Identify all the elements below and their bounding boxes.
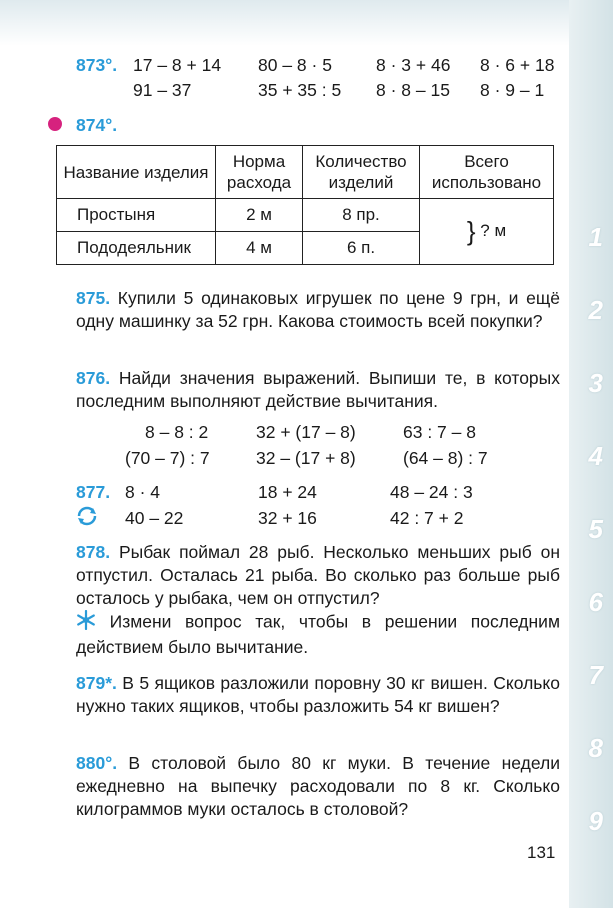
side-tab-number: 3 (588, 368, 603, 398)
table-cell: 8 пр. (303, 199, 420, 232)
circular-arrows-icon (76, 505, 98, 532)
table-header: Количество изделий (303, 146, 420, 199)
expression: 40 – 22 (125, 508, 184, 528)
table-cell: 2 м (216, 199, 303, 232)
expression: 63 : 7 – 8 (403, 422, 476, 442)
expression: 42 : 7 + 2 (390, 508, 464, 528)
exercise-text: В столовой было 80 кг муки. В течение недели ежедневно на выпечку расходовали по 8 кг. Сколько килограммов муки осталось в столовой? (76, 753, 560, 819)
table-header: Всего использовано (420, 146, 554, 199)
side-tab-number: 5 (588, 514, 603, 544)
pink-dot-icon (48, 117, 62, 131)
table-cell: 6 п. (303, 232, 420, 265)
exercise-number: 879*. (76, 673, 117, 693)
expression: 91 – 37 (133, 80, 192, 100)
exercise-880 (76, 752, 560, 821)
expression: 32 + (17 – 8) (256, 422, 356, 442)
brace-icon: } (466, 216, 476, 246)
table-cell: Простыня (57, 199, 216, 232)
side-tab-number: 4 (588, 441, 603, 471)
exercise-number: 875. (76, 288, 111, 308)
table-total-cell (420, 199, 554, 265)
expression: 35 + 35 : 5 (258, 80, 342, 100)
exercise-879 (76, 672, 560, 718)
expression: 48 – 24 : 3 (390, 482, 473, 502)
exercise-number: 876. (76, 368, 111, 388)
side-tab-number: 1 (588, 222, 603, 252)
table-total-value: ? м (480, 220, 507, 240)
exercise-text: Найди значения выражений. Выпиши те, в которых последним выполняют действие вычитания. (76, 368, 560, 411)
expression: 8 – 8 : 2 (145, 422, 209, 442)
exercise-876 (76, 367, 560, 413)
norms-table (56, 145, 554, 265)
exercise-877-number: 877. (76, 482, 111, 502)
expression: 8 · 3 + 46 (376, 55, 451, 75)
side-tab-number: 6 (588, 587, 603, 617)
expression: 8 · 6 + 18 (480, 55, 555, 75)
exercise-text: Купили 5 одинаковых игрушек по цене 9 грн, и ещё одну машинку за 52 грн. Какова стоимость всей покупки? (76, 288, 560, 331)
expression: (70 – 7) : 7 (125, 448, 210, 468)
exercise-text: Рыбак поймал 28 рыб. Несколько меньших рыб он отпустил. Осталась 21 рыба. Во сколько раз больше рыб осталось у рыбака, чем он отпустил? (76, 542, 560, 608)
exercise-number: 878. (76, 542, 111, 562)
expression: 8 · 8 – 15 (376, 80, 450, 100)
exercise-text: В 5 ящиков разложили поровну 30 кг вишен. Сколько нужно таких ящиков, чтобы разложить 54 кг вишен? (76, 673, 560, 716)
top-band (0, 0, 613, 46)
exercise-extra-text: Измени вопрос так, чтобы в решении последним действием было вычитание. (76, 611, 560, 657)
expression: 18 + 24 (258, 482, 317, 502)
page-number: 131 (527, 843, 556, 862)
side-tab-number: 9 (588, 806, 603, 836)
side-tab-number: 7 (588, 660, 603, 690)
expression: 8 · 9 – 1 (480, 80, 545, 100)
side-tab-number: 2 (588, 295, 603, 325)
expression: 32 + 16 (258, 508, 317, 528)
exercise-878 (76, 541, 560, 659)
table-cell: 4 м (216, 232, 303, 265)
expression: (64 – 8) : 7 (403, 448, 488, 468)
table-header: Норма расхода (216, 146, 303, 199)
expression: 32 – (17 + 8) (256, 448, 356, 468)
exercise-875 (76, 287, 560, 333)
expression: 80 – 8 · 5 (258, 55, 332, 75)
snowflake-icon (76, 610, 96, 636)
exercise-874-number: 874°. (76, 115, 118, 135)
side-tab-number: 8 (588, 733, 603, 763)
table-row (57, 199, 554, 232)
expression: 17 – 8 + 14 (133, 55, 222, 75)
exercise-number: 880°. (76, 753, 118, 773)
table-cell: Пододеяльник (57, 232, 216, 265)
side-strip (569, 0, 613, 908)
exercise-873-number: 873°. (76, 55, 118, 75)
table-header: Название изделия (57, 146, 216, 199)
expression: 8 · 4 (125, 482, 161, 502)
